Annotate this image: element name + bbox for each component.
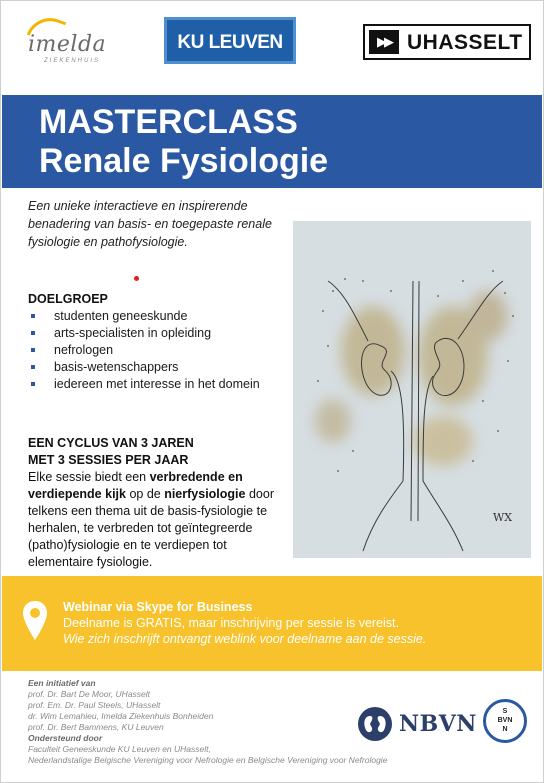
kidney-illustration [293, 221, 531, 558]
cycle-title-1: EEN CYCLUS VAN 3 JAREN [28, 436, 194, 450]
intro-text: Een unieke interactieve en inspirerende benadering van basis- en toegepaste renale fysiologie en pathofysiologie. [28, 199, 272, 249]
kidney-sketch-svg [293, 221, 531, 558]
footer-credits [28, 678, 388, 766]
sbvn-letters-bvn: BVN [497, 717, 513, 724]
support-label: Ondersteund door [28, 733, 103, 743]
red-dot-mark [134, 276, 139, 281]
nbvn-logo-text: NBVN [399, 711, 477, 737]
webinar-info-2: Wie zich inschrijft ontvangt weblink voor deelname aan de sessie. [63, 632, 427, 646]
target-group-title: DOELGROEP [28, 292, 108, 306]
imelda-logo [14, 20, 107, 70]
webinar-banner [2, 576, 542, 671]
cycle-text-3: door telkens een thema uit de basis-fysiologie te herhalen, te verbreden tot geïntegreerde (patho)fysiologie en te verdiepen tot elementaire fysiologie. [28, 487, 274, 569]
cycle-bold-2: nierfysiologie [164, 487, 246, 501]
person-line: dr. Wim Lemahieu, Imelda Ziekenhuis Bonheiden [28, 711, 214, 721]
support-line: Faculteit Geneeskunde KU Leuven en UHasselt, [28, 744, 211, 754]
cycle-text-2: op de [125, 487, 165, 501]
cycle-description [28, 469, 283, 571]
location-pin-icon [22, 600, 48, 642]
uhasselt-logo [363, 24, 531, 60]
sbvn-letter-s: S [502, 708, 508, 715]
initiative-label: Een initiatief van [28, 678, 96, 688]
fast-forward-icon: ▶▶ [369, 30, 399, 54]
title-line-1: MASTERCLASS [39, 103, 298, 141]
title-banner [2, 95, 542, 188]
ku-leuven-logo [164, 17, 296, 64]
sbvn-letter-n: N [502, 726, 508, 733]
imelda-logo-text: imelda [28, 32, 107, 57]
target-group-list [28, 308, 298, 393]
webinar-title: Webinar via Skype for Business [63, 600, 253, 614]
cycle-text-1: Elke sessie biedt een [28, 470, 150, 484]
nbvn-logo [355, 704, 477, 744]
cycle-bold-1: verbredende en verdiepende kijk [28, 470, 243, 501]
list-item: basis-wetenschappers [28, 359, 298, 376]
webinar-info-1: Deelname is GRATIS, maar inschrijving per sessie is vereist. [63, 616, 399, 630]
list-item: nefrologen [28, 342, 298, 359]
cycle-section [28, 435, 283, 571]
list-item: arts-specialisten in opleiding [28, 325, 298, 342]
page-title [39, 103, 328, 181]
kidney-icon [357, 706, 393, 742]
illustration-signature: WX [493, 511, 513, 524]
sbvn-logo [483, 699, 527, 743]
cycle-title-2: MET 3 SESSIES PER JAAR [28, 453, 189, 467]
person-line: prof. Dr. Bart De Moor, UHasselt [28, 689, 151, 699]
uhasselt-logo-text: UHASSELT [407, 31, 523, 54]
imelda-logo-subtext: ZIEKENHUIS [44, 58, 101, 64]
person-line: prof. Em. Dr. Paul Steels, UHasselt [28, 700, 161, 710]
list-item: iedereen met interesse in het domein [28, 376, 298, 393]
support-line: Nederlandstalige Belgische Vereniging voor Nefrologie en Belgische Vereniging voor Nefrologie [28, 755, 388, 765]
ku-leuven-logo-text: KU LEUVEN [177, 32, 283, 53]
target-group-section [28, 291, 298, 393]
person-line: prof. Dr. Bert Bammens, KU Leuven [28, 722, 164, 732]
list-item: studenten geneeskunde [28, 308, 298, 325]
title-line-2: Renale Fysiologie [39, 142, 329, 180]
